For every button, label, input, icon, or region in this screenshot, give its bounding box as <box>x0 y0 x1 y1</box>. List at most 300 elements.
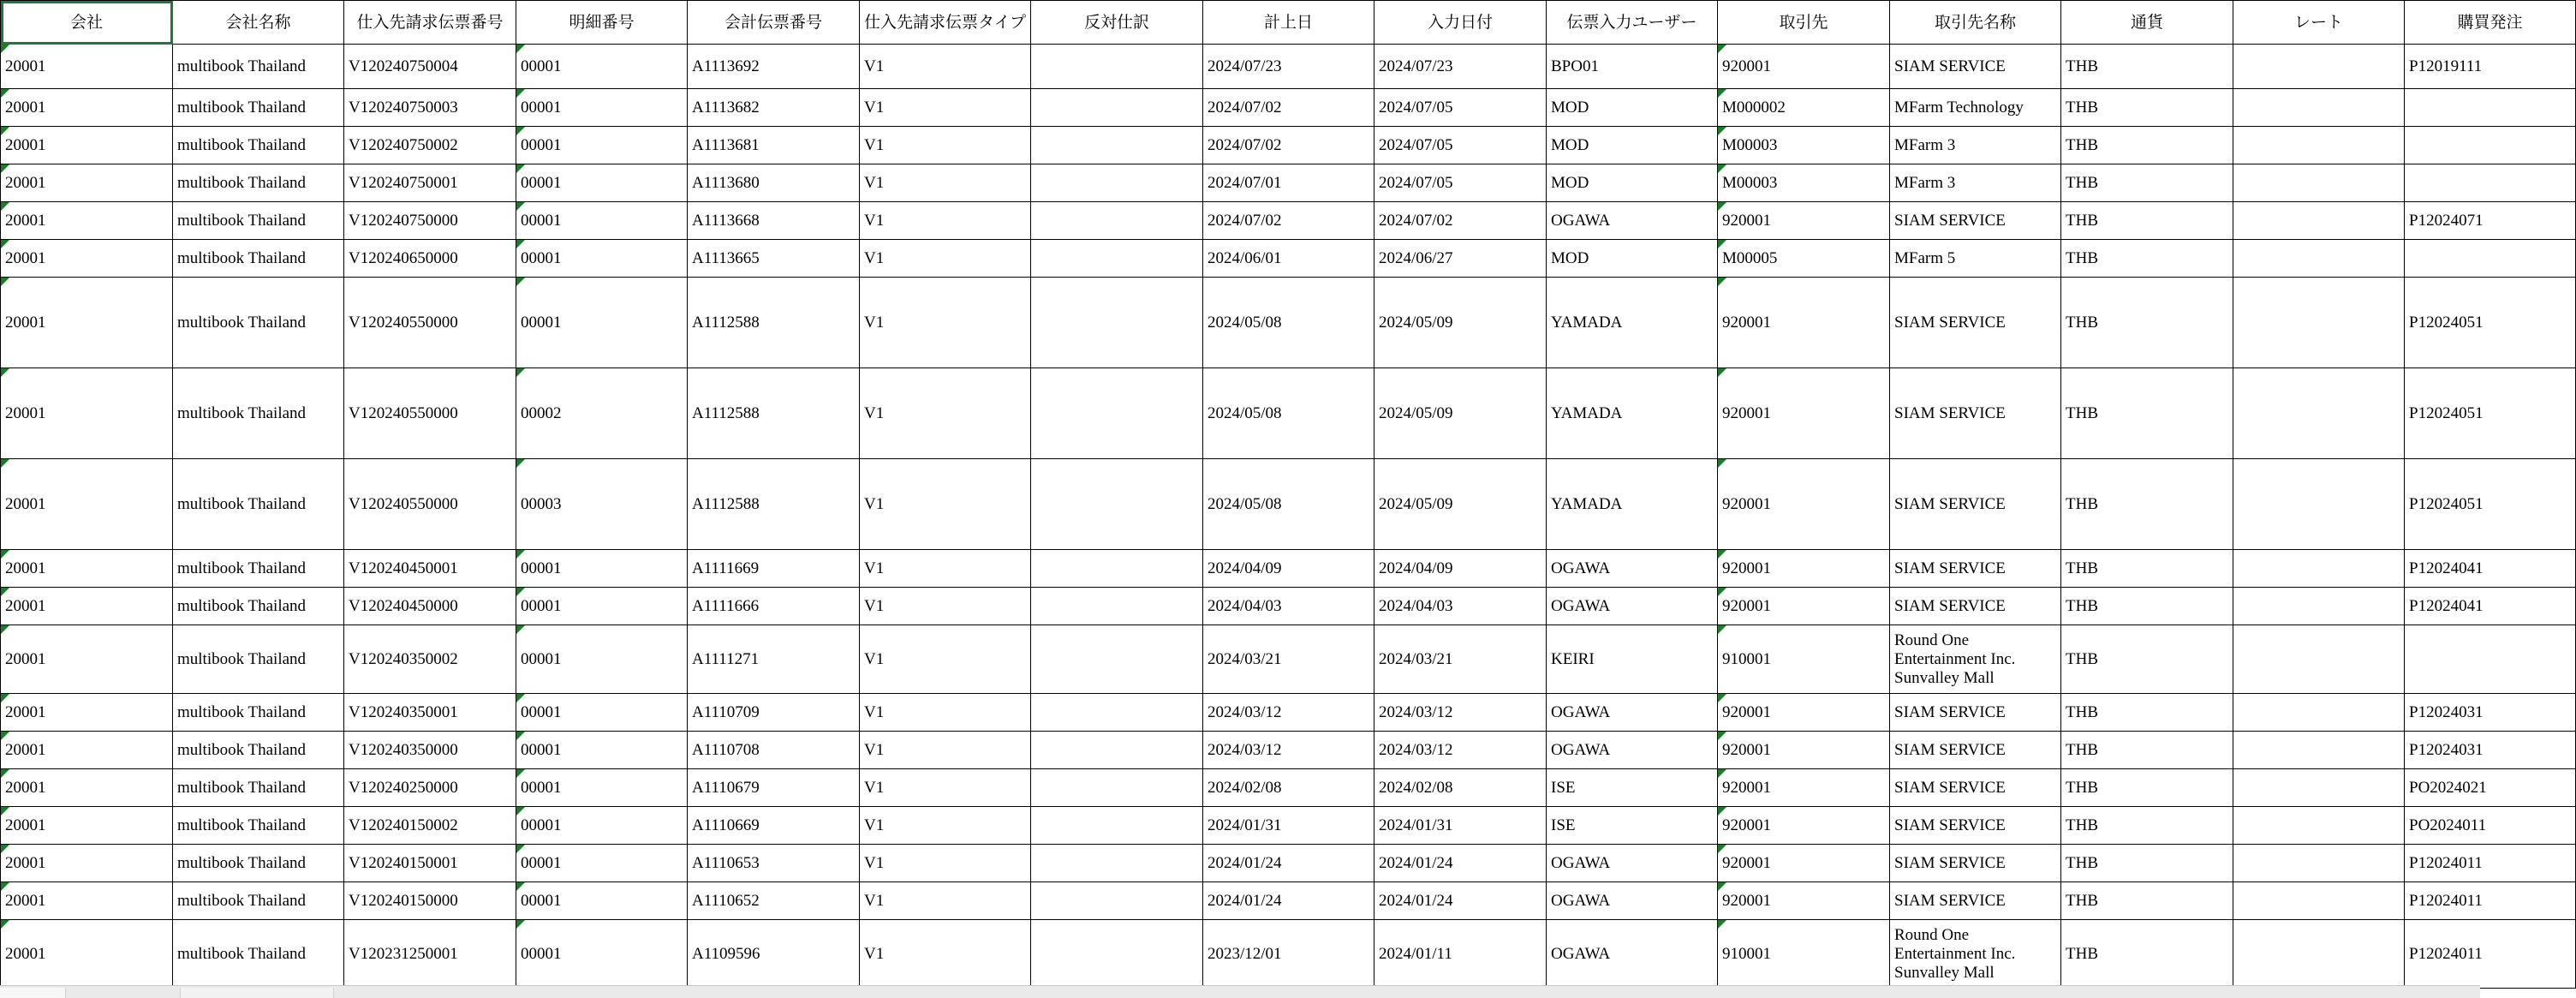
grid-cell[interactable]: 2024/02/08 <box>1203 769 1374 807</box>
grid-cell[interactable]: OGAWA <box>1547 588 1718 625</box>
grid-cell[interactable] <box>2233 89 2405 127</box>
grid-cell[interactable]: 00001 <box>516 202 688 240</box>
grid-cell[interactable]: V1 <box>860 550 1031 588</box>
grid-cell[interactable] <box>2233 164 2405 202</box>
grid-cell[interactable] <box>2233 694 2405 732</box>
grid-cell[interactable] <box>1031 694 1203 732</box>
grid-cell[interactable]: SIAM SERVICE <box>1890 694 2061 732</box>
grid-cell[interactable]: 2024/03/12 <box>1374 694 1547 732</box>
grid-cell[interactable] <box>1031 920 1203 989</box>
column-header[interactable]: 仕入先請求伝票番号 <box>344 1 516 45</box>
grid-cell[interactable]: SIAM SERVICE <box>1890 278 2061 368</box>
grid-cell[interactable]: 910001 <box>1718 625 1890 694</box>
grid-cell[interactable]: 00001 <box>516 920 688 989</box>
grid-cell[interactable]: A1111669 <box>688 550 860 588</box>
grid-cell[interactable]: SIAM SERVICE <box>1890 202 2061 240</box>
grid-cell[interactable]: P12024031 <box>2405 732 2576 769</box>
grid-cell[interactable]: THB <box>2061 882 2233 920</box>
grid-cell[interactable]: 2024/04/03 <box>1374 588 1547 625</box>
grid-cell[interactable]: P12024041 <box>2405 550 2576 588</box>
grid-cell[interactable]: V120240450001 <box>344 550 516 588</box>
grid-cell[interactable]: multibook Thailand <box>173 202 344 240</box>
column-header[interactable]: 会社 <box>1 1 173 45</box>
grid-cell[interactable] <box>2233 459 2405 550</box>
grid-cell[interactable]: multibook Thailand <box>173 625 344 694</box>
grid-cell[interactable]: V1 <box>860 845 1031 882</box>
grid-cell[interactable] <box>1031 89 1203 127</box>
grid-cell[interactable]: multibook Thailand <box>173 368 344 459</box>
grid-cell[interactable]: 20001 <box>1 459 173 550</box>
grid-cell[interactable]: SIAM SERVICE <box>1890 769 2061 807</box>
grid-cell[interactable]: 00001 <box>516 807 688 845</box>
grid-cell[interactable]: 20001 <box>1 89 173 127</box>
sheet-tab[interactable] <box>180 988 334 998</box>
grid-cell[interactable]: P12024051 <box>2405 459 2576 550</box>
grid-cell[interactable]: V1 <box>860 368 1031 459</box>
grid-cell[interactable]: M000002 <box>1718 89 1890 127</box>
grid-cell[interactable]: 2023/12/01 <box>1203 920 1374 989</box>
grid-cell[interactable]: V120240750001 <box>344 164 516 202</box>
grid-cell[interactable]: Round One Entertainment Inc. Sunvalley Mall <box>1890 920 2061 989</box>
grid-cell[interactable]: V120240350000 <box>344 732 516 769</box>
grid-cell[interactable]: 20001 <box>1 882 173 920</box>
grid-cell[interactable]: 20001 <box>1 278 173 368</box>
grid-cell[interactable] <box>2405 89 2576 127</box>
grid-cell[interactable]: V120240550000 <box>344 278 516 368</box>
grid-cell[interactable]: 00001 <box>516 45 688 89</box>
grid-cell[interactable]: V1 <box>860 459 1031 550</box>
grid-cell[interactable]: SIAM SERVICE <box>1890 588 2061 625</box>
grid-cell[interactable]: 00001 <box>516 625 688 694</box>
grid-cell[interactable]: V1 <box>860 164 1031 202</box>
grid-cell[interactable]: 00001 <box>516 164 688 202</box>
grid-cell[interactable]: 20001 <box>1 45 173 89</box>
grid-cell[interactable] <box>1031 807 1203 845</box>
grid-cell[interactable]: M00003 <box>1718 127 1890 164</box>
grid-cell[interactable] <box>2233 588 2405 625</box>
grid-cell[interactable]: P12024011 <box>2405 882 2576 920</box>
grid-cell[interactable]: 2024/01/24 <box>1203 882 1374 920</box>
grid-cell[interactable]: M00003 <box>1718 164 1890 202</box>
grid-cell[interactable] <box>1031 588 1203 625</box>
grid-cell[interactable]: MOD <box>1547 164 1718 202</box>
grid-cell[interactable]: THB <box>2061 240 2233 278</box>
grid-cell[interactable]: 20001 <box>1 164 173 202</box>
grid-cell[interactable]: V1 <box>860 45 1031 89</box>
grid-cell[interactable] <box>2405 240 2576 278</box>
grid-cell[interactable]: THB <box>2061 845 2233 882</box>
grid-cell[interactable] <box>1031 240 1203 278</box>
grid-cell[interactable]: V120240550000 <box>344 368 516 459</box>
grid-cell[interactable] <box>2233 807 2405 845</box>
grid-cell[interactable]: multibook Thailand <box>173 278 344 368</box>
grid-cell[interactable] <box>2233 769 2405 807</box>
grid-cell[interactable]: multibook Thailand <box>173 807 344 845</box>
grid-cell[interactable] <box>2233 625 2405 694</box>
grid-cell[interactable]: V1 <box>860 694 1031 732</box>
grid-cell[interactable]: A1113668 <box>688 202 860 240</box>
grid-cell[interactable] <box>1031 164 1203 202</box>
column-header[interactable]: 取引先 <box>1718 1 1890 45</box>
grid-cell[interactable]: 2024/01/31 <box>1203 807 1374 845</box>
grid-cell[interactable] <box>1031 625 1203 694</box>
grid-cell[interactable]: V1 <box>860 732 1031 769</box>
grid-cell[interactable]: 2024/05/09 <box>1374 368 1547 459</box>
grid-cell[interactable]: V120240150001 <box>344 845 516 882</box>
column-header[interactable]: 反対仕訳 <box>1031 1 1203 45</box>
column-header[interactable]: 購買発注 <box>2405 1 2576 45</box>
grid-cell[interactable] <box>1031 368 1203 459</box>
grid-cell[interactable]: 00001 <box>516 882 688 920</box>
grid-cell[interactable]: V120240150002 <box>344 807 516 845</box>
grid-cell[interactable]: PO2024011 <box>2405 807 2576 845</box>
grid-cell[interactable]: 2024/07/01 <box>1203 164 1374 202</box>
grid-cell[interactable]: 920001 <box>1718 769 1890 807</box>
grid-cell[interactable] <box>2405 625 2576 694</box>
grid-cell[interactable]: A1113665 <box>688 240 860 278</box>
grid-cell[interactable] <box>2233 550 2405 588</box>
grid-cell[interactable]: M00005 <box>1718 240 1890 278</box>
grid-cell[interactable]: V1 <box>860 127 1031 164</box>
grid-cell[interactable]: THB <box>2061 625 2233 694</box>
grid-cell[interactable]: P12019111 <box>2405 45 2576 89</box>
grid-cell[interactable]: 20001 <box>1 368 173 459</box>
grid-cell[interactable]: 920001 <box>1718 694 1890 732</box>
grid-cell[interactable]: V120240250000 <box>344 769 516 807</box>
grid-cell[interactable] <box>2233 240 2405 278</box>
grid-cell[interactable]: V1 <box>860 89 1031 127</box>
sheet-tab[interactable] <box>0 988 66 998</box>
grid-cell[interactable]: 2024/03/12 <box>1203 694 1374 732</box>
grid-cell[interactable]: V120240650000 <box>344 240 516 278</box>
grid-cell[interactable]: 2024/03/21 <box>1203 625 1374 694</box>
grid-cell[interactable] <box>2233 202 2405 240</box>
grid-cell[interactable]: 00001 <box>516 694 688 732</box>
grid-cell[interactable]: multibook Thailand <box>173 89 344 127</box>
grid-cell[interactable]: A1110708 <box>688 732 860 769</box>
grid-cell[interactable]: 00001 <box>516 588 688 625</box>
grid-cell[interactable]: multibook Thailand <box>173 459 344 550</box>
grid-cell[interactable]: 2024/05/09 <box>1374 459 1547 550</box>
grid-cell[interactable]: V120240150000 <box>344 882 516 920</box>
grid-cell[interactable]: Round One Entertainment Inc. Sunvalley Mall <box>1890 625 2061 694</box>
grid-cell[interactable]: V120240550000 <box>344 459 516 550</box>
grid-cell[interactable]: 2024/06/27 <box>1374 240 1547 278</box>
grid-cell[interactable]: MOD <box>1547 127 1718 164</box>
grid-cell[interactable]: V1 <box>860 920 1031 989</box>
grid-cell[interactable]: 2024/05/09 <box>1374 278 1547 368</box>
grid-cell[interactable]: multibook Thailand <box>173 845 344 882</box>
grid-cell[interactable]: 2024/01/24 <box>1374 845 1547 882</box>
grid-cell[interactable]: 2024/01/11 <box>1374 920 1547 989</box>
grid-cell[interactable]: 2024/04/09 <box>1203 550 1374 588</box>
grid-cell[interactable]: A1112588 <box>688 459 860 550</box>
grid-cell[interactable]: 00003 <box>516 459 688 550</box>
grid-cell[interactable]: 2024/07/05 <box>1374 164 1547 202</box>
grid-cell[interactable]: THB <box>2061 127 2233 164</box>
grid-cell[interactable]: V120240350002 <box>344 625 516 694</box>
grid-cell[interactable]: 2024/07/02 <box>1374 202 1547 240</box>
grid-cell[interactable]: 920001 <box>1718 550 1890 588</box>
grid-cell[interactable]: 00001 <box>516 845 688 882</box>
grid-cell[interactable]: MFarm Technology <box>1890 89 2061 127</box>
grid-cell[interactable]: 920001 <box>1718 459 1890 550</box>
grid-cell[interactable] <box>2233 278 2405 368</box>
column-header[interactable]: 計上日 <box>1203 1 1374 45</box>
grid-cell[interactable]: OGAWA <box>1547 920 1718 989</box>
grid-cell[interactable]: MOD <box>1547 240 1718 278</box>
grid-cell[interactable]: THB <box>2061 164 2233 202</box>
grid-cell[interactable]: V120240750002 <box>344 127 516 164</box>
grid-cell[interactable]: multibook Thailand <box>173 769 344 807</box>
grid-cell[interactable] <box>2233 127 2405 164</box>
grid-cell[interactable]: SIAM SERVICE <box>1890 882 2061 920</box>
grid-cell[interactable]: multibook Thailand <box>173 164 344 202</box>
grid-cell[interactable]: KEIRI <box>1547 625 1718 694</box>
grid-cell[interactable]: multibook Thailand <box>173 694 344 732</box>
grid-cell[interactable]: 20001 <box>1 550 173 588</box>
grid-cell[interactable]: ISE <box>1547 807 1718 845</box>
grid-cell[interactable]: THB <box>2061 807 2233 845</box>
grid-cell[interactable]: BPO01 <box>1547 45 1718 89</box>
grid-cell[interactable]: OGAWA <box>1547 550 1718 588</box>
grid-cell[interactable]: A1110709 <box>688 694 860 732</box>
grid-cell[interactable]: 2024/01/24 <box>1203 845 1374 882</box>
grid-cell[interactable]: A1110679 <box>688 769 860 807</box>
column-header[interactable]: 通貨 <box>2061 1 2233 45</box>
grid-cell[interactable]: THB <box>2061 920 2233 989</box>
grid-cell[interactable] <box>1031 45 1203 89</box>
grid-cell[interactable] <box>2405 127 2576 164</box>
grid-cell[interactable]: SIAM SERVICE <box>1890 732 2061 769</box>
grid-cell[interactable]: 00001 <box>516 278 688 368</box>
grid-cell[interactable]: A1110653 <box>688 845 860 882</box>
grid-cell[interactable]: OGAWA <box>1547 845 1718 882</box>
grid-cell[interactable]: P12024051 <box>2405 368 2576 459</box>
grid-cell[interactable]: 00001 <box>516 89 688 127</box>
grid-cell[interactable]: 920001 <box>1718 845 1890 882</box>
grid-cell[interactable]: V1 <box>860 625 1031 694</box>
grid-cell[interactable] <box>2233 368 2405 459</box>
grid-cell[interactable]: SIAM SERVICE <box>1890 550 2061 588</box>
grid-cell[interactable]: A1110652 <box>688 882 860 920</box>
grid-cell[interactable]: 2024/02/08 <box>1374 769 1547 807</box>
grid-cell[interactable]: 2024/07/05 <box>1374 127 1547 164</box>
grid-cell[interactable]: V120231250001 <box>344 920 516 989</box>
grid-cell[interactable]: V120240750000 <box>344 202 516 240</box>
grid-cell[interactable]: 920001 <box>1718 882 1890 920</box>
grid-cell[interactable] <box>1031 459 1203 550</box>
grid-cell[interactable]: THB <box>2061 769 2233 807</box>
grid-cell[interactable]: 2024/01/24 <box>1374 882 1547 920</box>
grid-cell[interactable]: YAMADA <box>1547 368 1718 459</box>
grid-cell[interactable]: 00002 <box>516 368 688 459</box>
grid-cell[interactable]: 2024/07/02 <box>1203 202 1374 240</box>
column-header[interactable]: 仕入先請求伝票タイプ <box>860 1 1031 45</box>
grid-cell[interactable]: 20001 <box>1 920 173 989</box>
grid-cell[interactable]: V120240750003 <box>344 89 516 127</box>
grid-cell[interactable]: 20001 <box>1 845 173 882</box>
grid-cell[interactable]: THB <box>2061 89 2233 127</box>
grid-cell[interactable]: A1113681 <box>688 127 860 164</box>
grid-cell[interactable]: multibook Thailand <box>173 588 344 625</box>
grid-cell[interactable]: 20001 <box>1 588 173 625</box>
grid-cell[interactable]: multibook Thailand <box>173 127 344 164</box>
grid-cell[interactable]: A1111271 <box>688 625 860 694</box>
grid-cell[interactable]: 20001 <box>1 807 173 845</box>
grid-cell[interactable]: P12024011 <box>2405 845 2576 882</box>
grid-cell[interactable]: THB <box>2061 694 2233 732</box>
grid-cell[interactable]: ISE <box>1547 769 1718 807</box>
grid-cell[interactable]: 2024/04/09 <box>1374 550 1547 588</box>
grid-cell[interactable]: 20001 <box>1 240 173 278</box>
grid-cell[interactable]: 2024/05/08 <box>1203 278 1374 368</box>
grid-cell[interactable]: multibook Thailand <box>173 882 344 920</box>
grid-cell[interactable]: SIAM SERVICE <box>1890 845 2061 882</box>
grid-cell[interactable]: 2024/07/23 <box>1203 45 1374 89</box>
grid-cell[interactable]: YAMADA <box>1547 278 1718 368</box>
grid-cell[interactable]: 2024/03/21 <box>1374 625 1547 694</box>
grid-cell[interactable]: OGAWA <box>1547 694 1718 732</box>
grid-cell[interactable]: MOD <box>1547 89 1718 127</box>
grid-cell[interactable]: 2024/04/03 <box>1203 588 1374 625</box>
grid-cell[interactable]: 2024/03/12 <box>1203 732 1374 769</box>
grid-cell[interactable]: 920001 <box>1718 807 1890 845</box>
grid-cell[interactable] <box>1031 127 1203 164</box>
grid-cell[interactable]: 2024/03/12 <box>1374 732 1547 769</box>
grid-cell[interactable]: P12024011 <box>2405 920 2576 989</box>
grid-cell[interactable]: 920001 <box>1718 45 1890 89</box>
grid-cell[interactable] <box>2233 845 2405 882</box>
grid-cell[interactable]: A1113680 <box>688 164 860 202</box>
column-header[interactable]: レート <box>2233 1 2405 45</box>
grid-cell[interactable]: A1112588 <box>688 368 860 459</box>
grid-cell[interactable]: OGAWA <box>1547 732 1718 769</box>
grid-cell[interactable] <box>2233 920 2405 989</box>
grid-cell[interactable]: V1 <box>860 769 1031 807</box>
grid-cell[interactable]: 920001 <box>1718 732 1890 769</box>
grid-cell[interactable]: A1113692 <box>688 45 860 89</box>
grid-cell[interactable]: 920001 <box>1718 278 1890 368</box>
grid-cell[interactable]: multibook Thailand <box>173 240 344 278</box>
grid-cell[interactable]: V1 <box>860 882 1031 920</box>
grid-cell[interactable]: SIAM SERVICE <box>1890 807 2061 845</box>
grid-cell[interactable] <box>1031 882 1203 920</box>
grid-cell[interactable]: THB <box>2061 45 2233 89</box>
grid-cell[interactable]: P12024031 <box>2405 694 2576 732</box>
grid-cell[interactable] <box>2233 882 2405 920</box>
grid-cell[interactable]: 2024/06/01 <box>1203 240 1374 278</box>
grid-cell[interactable]: 00001 <box>516 240 688 278</box>
grid-cell[interactable]: THB <box>2061 368 2233 459</box>
grid-cell[interactable]: 20001 <box>1 127 173 164</box>
grid-cell[interactable]: 20001 <box>1 202 173 240</box>
grid-cell[interactable] <box>2233 45 2405 89</box>
grid-cell[interactable]: SIAM SERVICE <box>1890 368 2061 459</box>
column-header[interactable]: 会社名称 <box>173 1 344 45</box>
grid-cell[interactable]: 2024/05/08 <box>1203 459 1374 550</box>
grid-cell[interactable]: 2024/05/08 <box>1203 368 1374 459</box>
grid-cell[interactable]: 00001 <box>516 550 688 588</box>
grid-cell[interactable] <box>1031 845 1203 882</box>
grid-cell[interactable]: multibook Thailand <box>173 550 344 588</box>
grid-cell[interactable]: 00001 <box>516 769 688 807</box>
grid-cell[interactable]: A1113682 <box>688 89 860 127</box>
grid-cell[interactable]: A1112588 <box>688 278 860 368</box>
grid-cell[interactable]: THB <box>2061 550 2233 588</box>
grid-cell[interactable]: YAMADA <box>1547 459 1718 550</box>
grid-cell[interactable]: P12024041 <box>2405 588 2576 625</box>
grid-cell[interactable]: THB <box>2061 278 2233 368</box>
grid-cell[interactable]: V1 <box>860 240 1031 278</box>
grid-cell[interactable]: V120240450000 <box>344 588 516 625</box>
grid-cell[interactable]: MFarm 3 <box>1890 127 2061 164</box>
grid-cell[interactable]: MFarm 5 <box>1890 240 2061 278</box>
grid-cell[interactable]: MFarm 3 <box>1890 164 2061 202</box>
grid-cell[interactable]: multibook Thailand <box>173 732 344 769</box>
grid-cell[interactable]: 00001 <box>516 732 688 769</box>
grid-cell[interactable]: A1109596 <box>688 920 860 989</box>
grid-cell[interactable] <box>1031 278 1203 368</box>
grid-cell[interactable]: 2024/07/02 <box>1203 127 1374 164</box>
grid-cell[interactable] <box>1031 769 1203 807</box>
column-header[interactable]: 入力日付 <box>1374 1 1547 45</box>
column-header[interactable]: 伝票入力ユーザー <box>1547 1 1718 45</box>
grid-cell[interactable] <box>2233 732 2405 769</box>
grid-cell[interactable]: A1110669 <box>688 807 860 845</box>
grid-cell[interactable]: SIAM SERVICE <box>1890 45 2061 89</box>
grid-cell[interactable]: V120240350001 <box>344 694 516 732</box>
grid-cell[interactable]: 20001 <box>1 769 173 807</box>
column-header[interactable]: 取引先名称 <box>1890 1 2061 45</box>
grid-cell[interactable]: 2024/01/31 <box>1374 807 1547 845</box>
grid-cell[interactable]: multibook Thailand <box>173 920 344 989</box>
grid-cell[interactable]: 2024/07/23 <box>1374 45 1547 89</box>
grid-cell[interactable]: THB <box>2061 459 2233 550</box>
grid-cell[interactable]: 20001 <box>1 694 173 732</box>
grid-cell[interactable]: 920001 <box>1718 202 1890 240</box>
grid-cell[interactable]: SIAM SERVICE <box>1890 459 2061 550</box>
grid-cell[interactable] <box>1031 202 1203 240</box>
grid-cell[interactable]: A1111666 <box>688 588 860 625</box>
grid-cell[interactable] <box>1031 732 1203 769</box>
grid-cell[interactable] <box>1031 550 1203 588</box>
grid-cell[interactable]: 920001 <box>1718 588 1890 625</box>
grid-cell[interactable]: multibook Thailand <box>173 45 344 89</box>
grid-cell[interactable]: 2024/07/05 <box>1374 89 1547 127</box>
grid-cell[interactable]: 2024/07/02 <box>1203 89 1374 127</box>
grid-cell[interactable]: 20001 <box>1 625 173 694</box>
grid-cell[interactable]: V1 <box>860 588 1031 625</box>
grid-cell[interactable]: PO2024021 <box>2405 769 2576 807</box>
grid-cell[interactable]: OGAWA <box>1547 202 1718 240</box>
grid-cell[interactable]: 00001 <box>516 127 688 164</box>
grid-cell[interactable]: P12024071 <box>2405 202 2576 240</box>
grid-cell[interactable]: THB <box>2061 202 2233 240</box>
grid-cell[interactable]: V1 <box>860 202 1031 240</box>
grid-cell[interactable]: V1 <box>860 807 1031 845</box>
grid-cell[interactable]: THB <box>2061 588 2233 625</box>
grid-cell[interactable] <box>2405 164 2576 202</box>
column-header[interactable]: 会計伝票番号 <box>688 1 860 45</box>
grid-cell[interactable]: THB <box>2061 732 2233 769</box>
grid-cell[interactable]: V120240750004 <box>344 45 516 89</box>
column-header[interactable]: 明細番号 <box>516 1 688 45</box>
grid-cell[interactable]: 20001 <box>1 732 173 769</box>
grid-cell[interactable]: 910001 <box>1718 920 1890 989</box>
grid-cell[interactable]: OGAWA <box>1547 882 1718 920</box>
grid-cell[interactable]: V1 <box>860 278 1031 368</box>
